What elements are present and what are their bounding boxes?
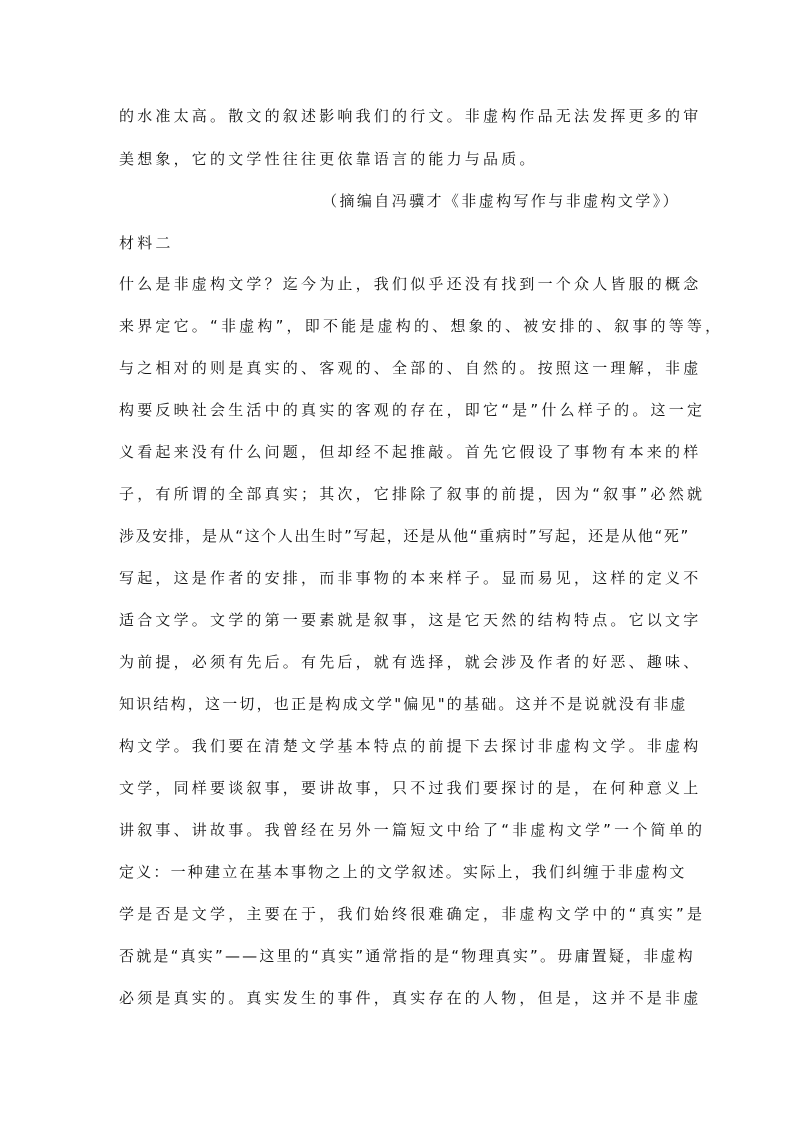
- paragraph-line: 定义：一种建立在基本事物之上的文学叙述。实际上，我们纠缠于非虚构文: [119, 863, 687, 881]
- paragraph-line: 美想象，它的文学性往往更依靠语言的能力与品质。: [119, 150, 538, 168]
- paragraph-line: 学是否是文学，主要在于，我们始终很难确定，非虚构文学中的“真实”是: [119, 905, 706, 923]
- paragraph-line: 构文学。我们要在清楚文学基本特点的前提下去探讨非虚构文学。非虚构: [119, 737, 702, 755]
- paragraph-line: 写起，这是作者的安排，而非事物的本来样子。显而易见，这样的定义不: [119, 569, 702, 587]
- paragraph-line: 子，有所谓的全部真实；其次，它排除了叙事的前提，因为“叙事”必然就: [119, 485, 706, 503]
- paragraph-line: 涉及安排，是从“这个人出生时”写起，还是从他“重病时”写起，还是从他“死”: [119, 527, 690, 545]
- paragraph-line: 否就是“真实”——这里的“真实”通常指的是“物理真实”。毋庸置疑，非虚构: [119, 947, 695, 965]
- paragraph-line: 来界定它。“非虚构”，即不能是虚构的、想象的、被安排的、叙事的等等，: [119, 317, 724, 335]
- section-heading: 材料二: [119, 234, 174, 252]
- paragraph-line: 文学，同样要谈叙事，要讲故事，只不过我们要探讨的是，在何种意义上: [119, 779, 702, 797]
- paragraph-line: 与之相对的则是真实的、客观的、全部的、自然的。按照这一理解，非虚: [119, 359, 702, 377]
- paragraph-line: 什么是非虚构文学？迄今为止，我们似乎还没有找到一个众人皆服的概念: [119, 275, 702, 293]
- paragraph-line: 必须是真实的。真实发生的事件，真实存在的人物，但是，这并不是非虚: [119, 989, 702, 1007]
- paragraph-line: 为前提，必须有先后。有先后，就有选择，就会涉及作者的好恶、趣味、: [119, 653, 702, 671]
- paragraph-line: 的水准太高。散文的叙述影响我们的行文。非虚构作品无法发挥更多的审: [119, 107, 702, 125]
- paragraph-line: 讲叙事、讲故事。我曾经在另外一篇短文中给了“非虚构文学”一个简单的: [119, 821, 706, 839]
- paragraph-line: 知识结构，这一切，也正是构成文学"偏见"的基础。这并不是说就没有非虚: [119, 695, 688, 713]
- paragraph-line: 义看起来没有什么问题，但却经不起推敲。首先它假设了事物有本来的样: [119, 443, 702, 461]
- paragraph-line: 适合文学。文学的第一要素就是叙事，这是它天然的结构特点。它以文字: [119, 611, 702, 629]
- paragraph-line: 构要反映社会生活中的真实的客观的存在，即它“是”什么样子的。这一定: [119, 401, 706, 419]
- citation: （摘编自冯骥才《非虚构写作与非虚构文学》）: [322, 192, 680, 210]
